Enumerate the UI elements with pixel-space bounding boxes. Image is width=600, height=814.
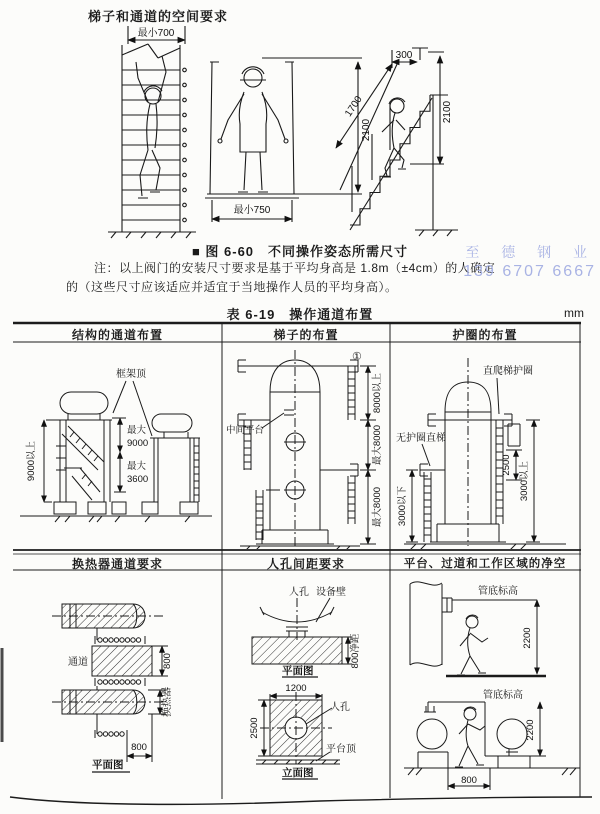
col-header-cage: 护圈的布置 <box>452 328 518 342</box>
dim-2100-stair: 2100 <box>442 100 453 124</box>
table-unit: mm <box>564 306 584 320</box>
platform-top-label: 平台顶 <box>326 744 356 755</box>
dim-3000-down: 3000以下 <box>397 485 408 527</box>
dim-1200: 1200 <box>285 683 307 694</box>
figure-caption: ■ 图 6-60 不同操作姿态所需尺寸 <box>191 244 409 259</box>
page-bottom-curve <box>10 797 592 804</box>
dim-1700: 1700 <box>343 94 365 119</box>
figure-heading: 梯子和通道的空间要求 <box>88 9 229 24</box>
note-line-1: 注：以上阀门的安装尺寸要求是基于平均身高是 1.8m（±4cm）的人确定 <box>94 261 496 275</box>
note-line-2: 的（这些尺寸应该适应并适宜于当地操作人员的平均身高）。 <box>66 280 398 294</box>
mid-platform-label: 中间平台 <box>226 425 265 436</box>
col-header-exchanger: 换热器通道要求 <box>71 557 163 571</box>
manhole-top-label: 人孔 <box>289 587 309 598</box>
dim-min-750: 最小750 <box>233 205 271 216</box>
dim-max-3600-b: 3600 <box>127 474 149 485</box>
col-header-ladders: 梯子的布置 <box>273 328 339 342</box>
dim-300: 300 <box>395 50 413 61</box>
dim-2100-standing: 2100 <box>361 118 372 142</box>
vessel-right <box>497 719 527 749</box>
figure-6-60 <box>0 0 600 300</box>
dim-max-9000-b: 9000 <box>127 438 149 449</box>
cage-label: 直爬梯护圈 <box>483 366 533 377</box>
dim-8000-up: 8000以上 <box>372 372 383 414</box>
note-marker: ① <box>352 351 362 363</box>
standing-figure <box>205 58 362 222</box>
passage-rect <box>92 646 152 676</box>
cell-exchanger-drawing <box>13 570 222 796</box>
plain-ladder-label: 无护圈直梯 <box>396 433 446 444</box>
dim-2500: 2500 <box>249 717 260 739</box>
manhole-label: 人孔 <box>330 702 350 713</box>
table-title: 表 6-19 操作通道布置 <box>226 307 374 322</box>
dim-800-clearance: 800净距 <box>350 633 361 669</box>
dim-2200-top: 2200 <box>522 627 533 649</box>
col-header-structure: 结构的通道布置 <box>71 328 163 342</box>
pipe-elevation-label-top: 管底标高 <box>478 586 518 597</box>
landing-mark <box>412 48 428 60</box>
ladder-figure <box>108 26 196 238</box>
stair-figure <box>336 48 458 236</box>
dim-800-passage: 800 <box>162 653 173 669</box>
cell-manhole-drawing <box>222 570 390 796</box>
stair-person <box>382 98 406 177</box>
col-header-clearance: 平台、过道和工作区域的净空 <box>403 558 567 570</box>
elevation-view-label: 立面图 <box>282 767 314 779</box>
dim-2200-bottom: 2200 <box>525 719 536 741</box>
standing-person <box>218 67 288 192</box>
cage-leader <box>497 378 499 414</box>
wall-label: 设备壁 <box>316 587 346 598</box>
large-pipe <box>410 584 442 665</box>
dim-800-bottom: 800 <box>131 742 147 753</box>
dim-2500: 2500 <box>501 454 512 476</box>
cell-cage-drawing <box>390 342 580 549</box>
cage-outline <box>508 424 520 446</box>
passage-label: 通道 <box>68 657 88 668</box>
cell-structure-drawing <box>13 342 222 549</box>
exchanger-label: 换热器 <box>162 687 173 717</box>
walking-person-bottom <box>455 707 485 767</box>
dim-max-8000-mid: 最大8000 <box>372 424 383 466</box>
figure-dim-labels <box>138 26 453 216</box>
climbing-person <box>136 56 166 198</box>
roof-label: 框架顶 <box>116 369 146 380</box>
col-header-manhole: 人孔间距要求 <box>266 557 345 571</box>
ladder-leader <box>422 444 430 466</box>
clearance-band <box>252 637 342 664</box>
dim-max-8000-bottom: 最大8000 <box>372 486 383 528</box>
stair-flight-2 <box>72 468 100 500</box>
walking-person-top <box>457 615 488 675</box>
cell-ladders-drawing <box>222 342 390 549</box>
dim-9000-up: 9000以上 <box>26 440 37 482</box>
vessel-left <box>60 392 108 414</box>
dim-min-700: 最小700 <box>137 28 175 39</box>
dim-3000-up: 3000以上 <box>519 460 530 502</box>
vessel-right <box>152 414 192 432</box>
vessel-left <box>417 719 447 749</box>
watermark-name: 至 德 钢 业 <box>465 244 596 260</box>
pipe-elevation-label-bottom: 管底标高 <box>483 690 523 701</box>
cell-clearance-drawing <box>390 570 580 796</box>
dim-max-3600-a: 最大 <box>127 461 147 472</box>
plan-view-label: 平面图 <box>282 665 314 677</box>
plan-view-label: 平面图 <box>92 759 124 771</box>
dim-800: 800 <box>461 775 477 786</box>
dim-max-9000-a: 最大 <box>127 425 147 436</box>
watermark-phone: 139 6707 6667 <box>463 263 596 280</box>
